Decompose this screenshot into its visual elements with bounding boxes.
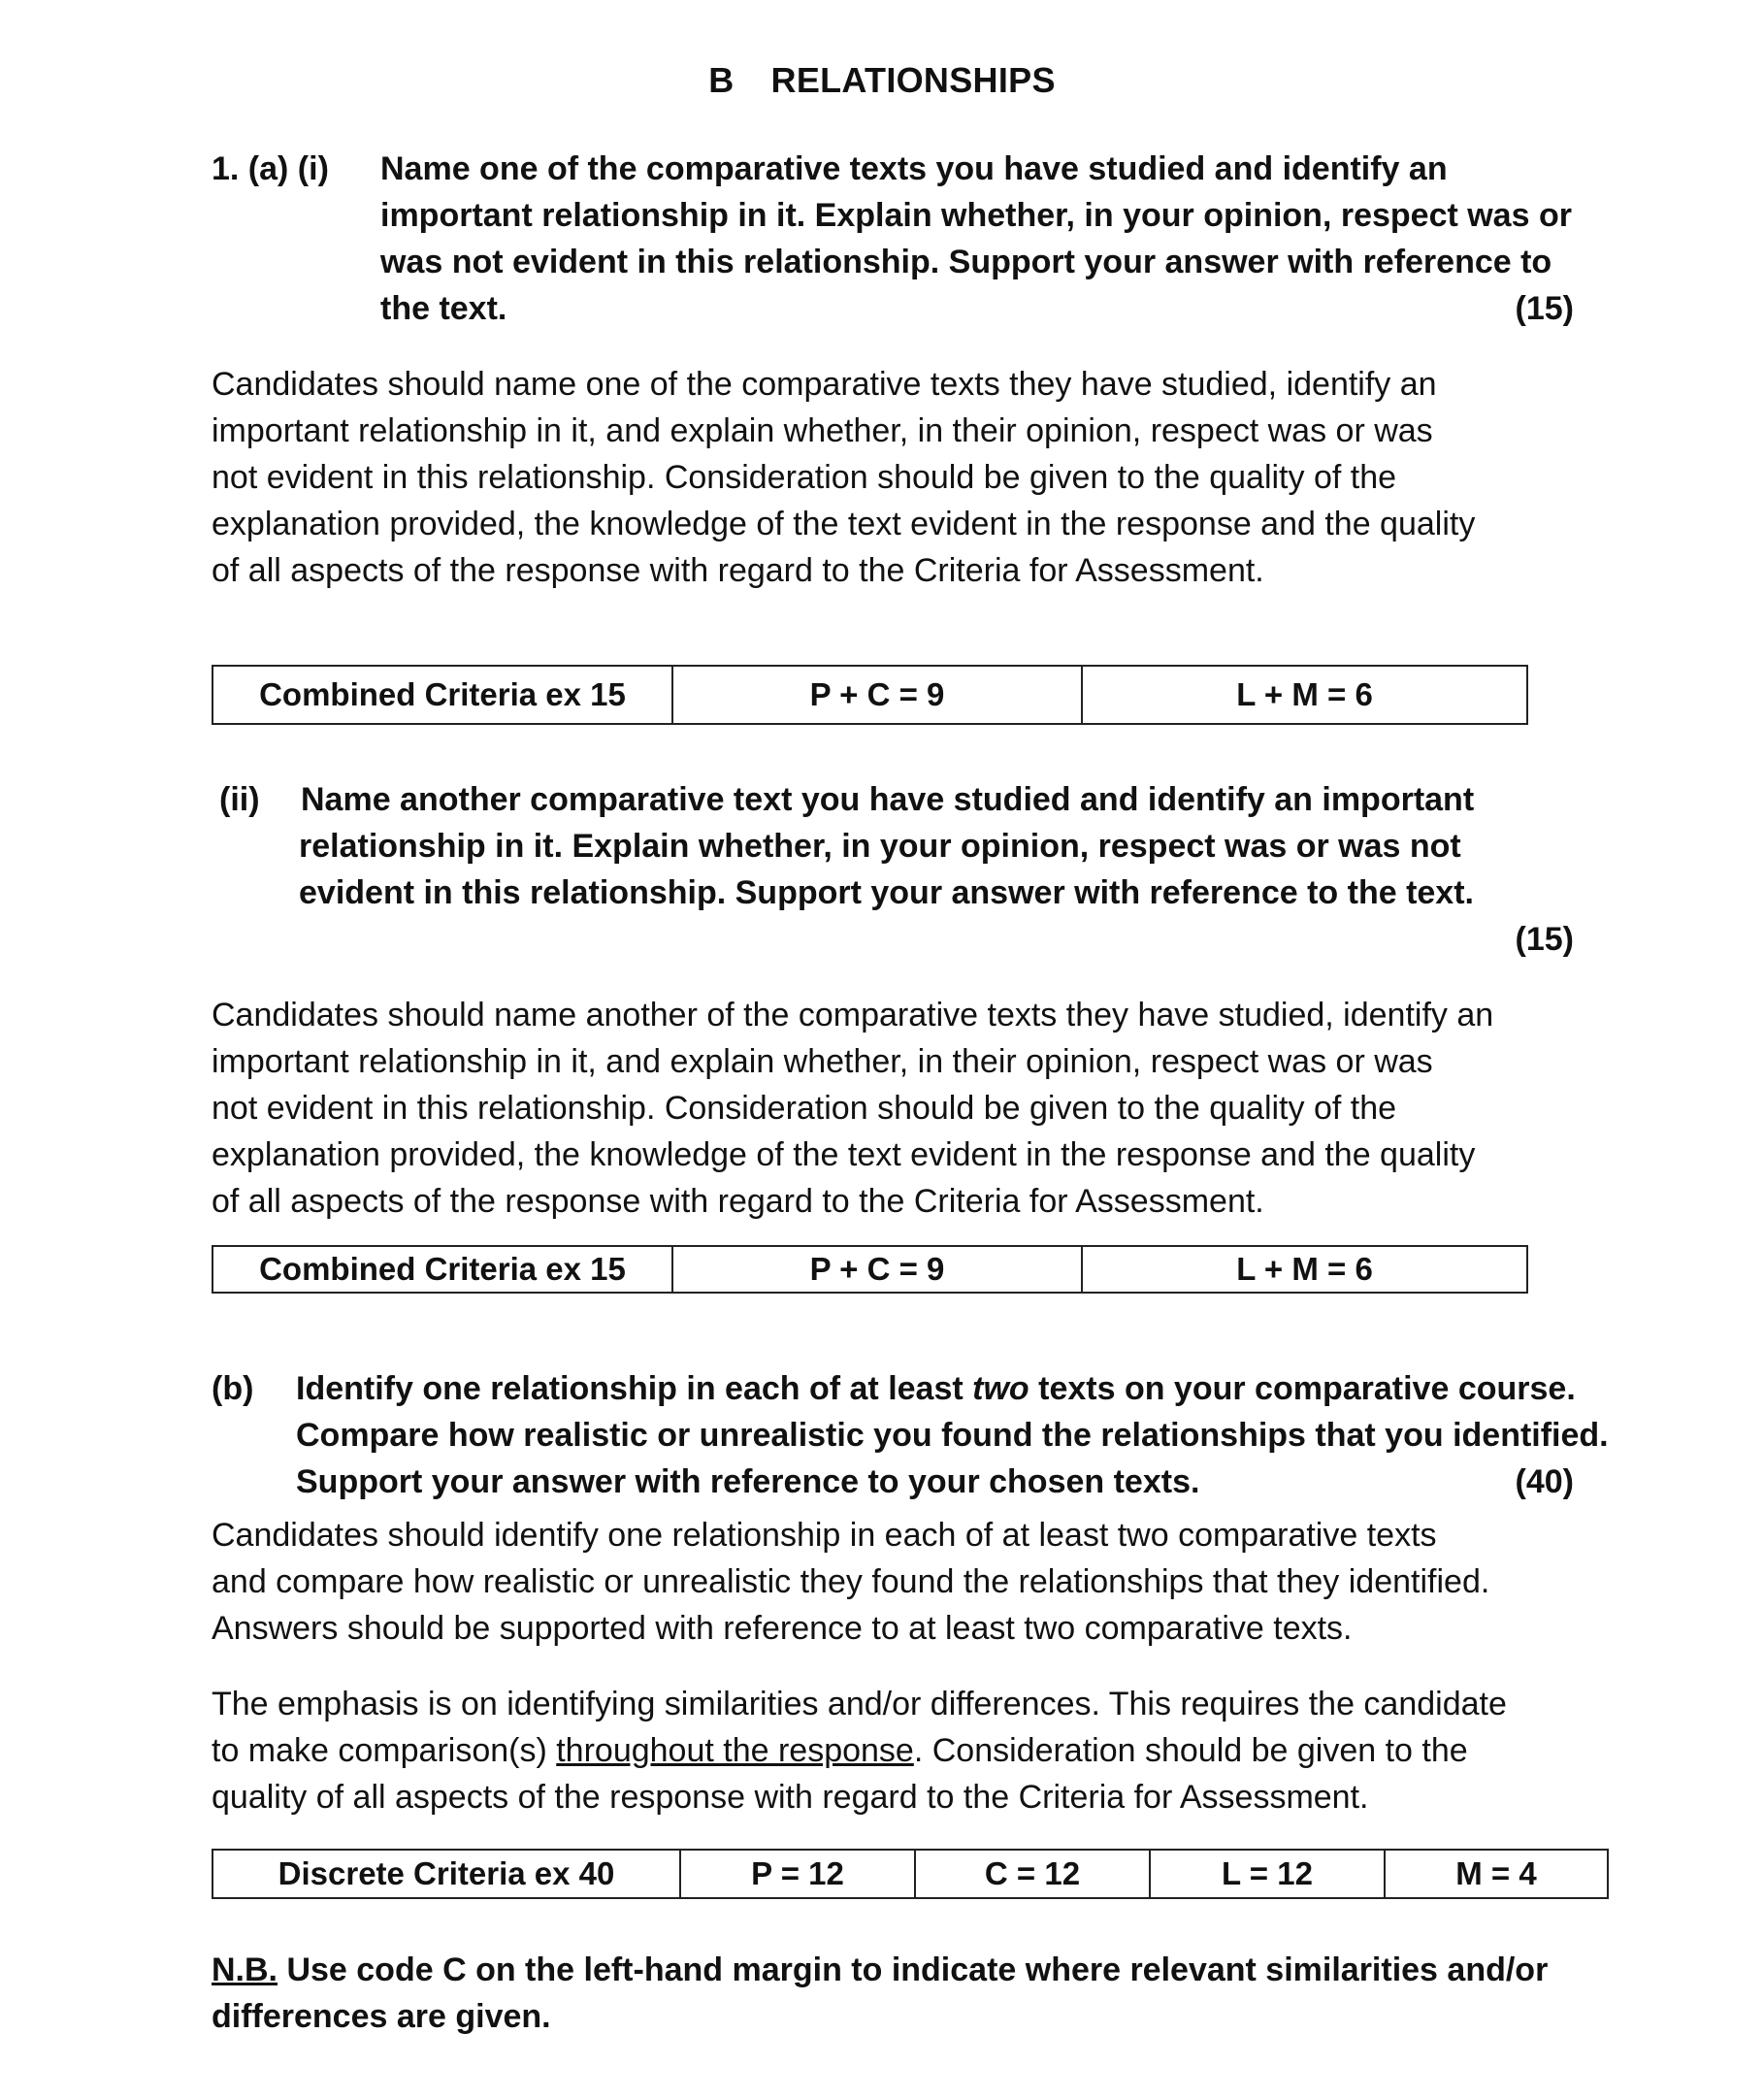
guidance-1a-ii-line-2: important relationship in it, and explain whether, in their opinion, respect was or was [212, 1043, 1433, 1080]
guidance-1a-i-line-1: Candidates should name one of the comparative texts they have studied, identify an [212, 366, 1437, 403]
guidance-1a-i-line-5: of all aspects of the response with regard to the Criteria for Assessment. [212, 552, 1264, 589]
question-1b-line-2: Compare how realistic or unrealistic you found the relationships that you identified. [296, 1417, 1609, 1454]
guidance-1a-ii-line-4: explanation provided, the knowledge of the text evident in the response and the quality [212, 1136, 1476, 1173]
question-1a-ii-line-1: Name another comparative text you have studied and identify an important [301, 781, 1475, 818]
question-1a-i-line-2: important relationship in it. Explain whether, in your opinion, respect was or [380, 197, 1572, 234]
question-1b-marks: (40) [1515, 1463, 1574, 1500]
question-1a-i-line-1: Name one of the comparative texts you have studied and identify an [380, 150, 1448, 187]
emphasis-line-3: quality of all aspects of the response with regard to the Criteria for Assessment. [212, 1779, 1369, 1816]
emphasis-line-2: to make comparison(s) throughout the response. Consideration should be given to the [212, 1732, 1468, 1769]
question-1a-i-line-3: was not evident in this relationship. Support your answer with reference to [380, 244, 1552, 280]
guidance-1a-ii-line-3: not evident in this relationship. Consideration should be given to the quality of the [212, 1090, 1397, 1127]
criteria-cell-p: P = 12 [680, 1850, 915, 1898]
question-1a-ii-line-3: evident in this relationship. Support your answer with reference to the text. [299, 874, 1474, 911]
question-1a-i-label: 1. (a) (i) [212, 150, 329, 187]
nb-note-line-1: N.B. Use code C on the left-hand margin to indicate where relevant similarities and/or [212, 1951, 1549, 1988]
emphasis-line-1: The emphasis is on identifying similarities and/or differences. This requires the candidate [212, 1686, 1507, 1722]
underlined-throughout: throughout the response [556, 1732, 914, 1769]
nb-note-line-2: differences are given. [212, 1998, 551, 2035]
question-1a-ii-label: (ii) [219, 781, 260, 818]
emphasis-two: two [972, 1370, 1029, 1407]
criteria-cell-discrete: Discrete Criteria ex 40 [212, 1850, 680, 1898]
criteria-cell-pc: P + C = 9 [672, 666, 1082, 724]
guidance-1a-ii-line-1: Candidates should name another of the comparative texts they have studied, identify an [212, 997, 1494, 1033]
section-heading [0, 60, 1764, 101]
criteria-cell-l: L = 12 [1150, 1850, 1385, 1898]
criteria-cell-pc: P + C = 9 [672, 1246, 1082, 1293]
section-letter: B [708, 60, 735, 100]
question-1a-ii-line-2: relationship in it. Explain whether, in your opinion, respect was or was not [299, 828, 1461, 865]
criteria-cell-lm: L + M = 6 [1082, 1246, 1527, 1293]
criteria-table-1a-i [212, 665, 1528, 725]
section-title: RELATIONSHIPS [770, 60, 1056, 100]
criteria-table-1a-ii [212, 1245, 1528, 1294]
question-1a-i-marks: (15) [1515, 290, 1574, 327]
criteria-cell-m: M = 4 [1385, 1850, 1608, 1898]
guidance-1b-line-1: Candidates should identify one relationship in each of at least two comparative texts [212, 1517, 1437, 1554]
question-1a-ii-marks: (15) [1515, 921, 1574, 958]
guidance-1b-line-2: and compare how realistic or unrealistic they found the relationships that they identified. [212, 1563, 1490, 1600]
question-1b-line-1: Identify one relationship in each of at least two texts on your comparative course. [296, 1370, 1576, 1407]
guidance-1a-ii-line-5: of all aspects of the response with regard to the Criteria for Assessment. [212, 1183, 1264, 1220]
nb-label: N.B. [212, 1951, 278, 1988]
criteria-cell-combined: Combined Criteria ex 15 [212, 666, 672, 724]
question-1b-label: (b) [212, 1370, 254, 1407]
guidance-1a-i-line-4: explanation provided, the knowledge of the text evident in the response and the quality [212, 506, 1476, 542]
question-1b-line-3: Support your answer with reference to your chosen texts. [296, 1463, 1200, 1500]
criteria-cell-c: C = 12 [915, 1850, 1150, 1898]
criteria-table-1b [212, 1849, 1609, 1899]
guidance-1b-line-3: Answers should be supported with reference to at least two comparative texts. [212, 1610, 1353, 1647]
guidance-1a-i-line-3: not evident in this relationship. Consideration should be given to the quality of the [212, 459, 1397, 496]
criteria-cell-lm: L + M = 6 [1082, 666, 1527, 724]
guidance-1a-i-line-2: important relationship in it, and explain whether, in their opinion, respect was or was [212, 412, 1433, 449]
question-1a-i-line-4: the text. [380, 290, 507, 327]
criteria-cell-combined: Combined Criteria ex 15 [212, 1246, 672, 1293]
